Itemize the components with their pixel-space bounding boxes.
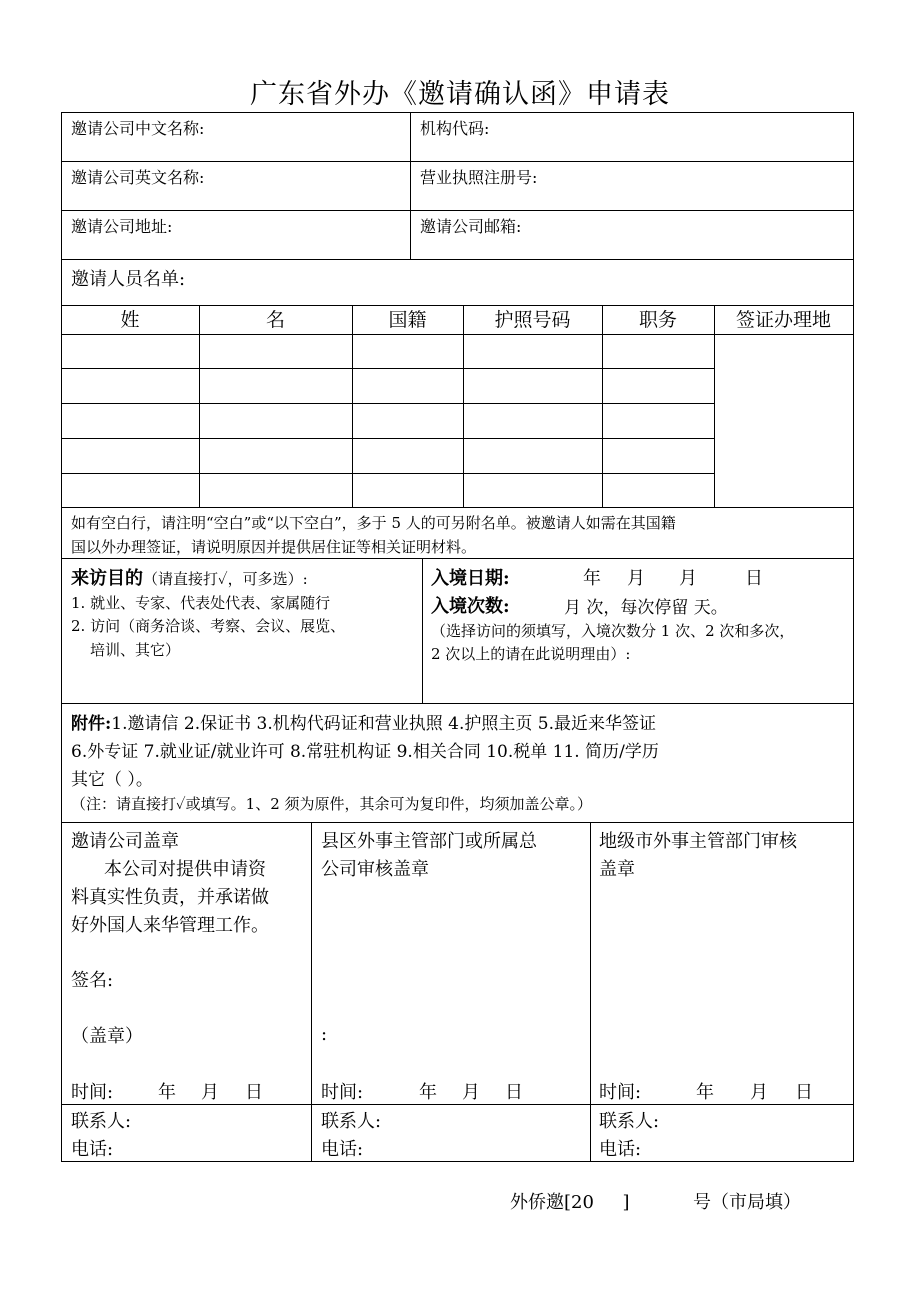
- city-phone-label: 电话:: [599, 1139, 642, 1160]
- signature-label: 签名:: [71, 970, 114, 991]
- entry-date-month2: 月: [679, 568, 697, 589]
- org-code-label: 机构代码:: [420, 119, 490, 138]
- company-phone-label: 电话:: [71, 1139, 114, 1160]
- business-license-label: 营业执照注册号:: [420, 168, 538, 187]
- city-approval-title-line1: 地级市外事主管部门审核: [599, 831, 797, 852]
- footer-ref-prefix: 外侨邀[20 ]: [510, 1192, 630, 1213]
- column-header-nationality: 国籍: [388, 309, 427, 331]
- entry-date-label: 入境日期:: [431, 568, 510, 589]
- footer-ref-suffix: 号（市局填）: [693, 1192, 801, 1213]
- purpose-option-1: 1. 就业、专家、代表处代表、家属随行: [71, 594, 331, 612]
- purpose-option-2-cont: 培训、其它）: [90, 641, 181, 659]
- column-header-surname: 姓: [120, 309, 140, 331]
- company-statement-line1: 本公司对提供申请资: [104, 859, 266, 880]
- entry-count-text: 月 次，每次停留 天。: [564, 598, 728, 618]
- city-time-month: 月: [750, 1082, 768, 1103]
- entry-note-line1: （选择访问的须填写，入境次数分 1 次、2 次和多次，: [431, 622, 795, 640]
- company-address-label: 邀请公司地址:: [71, 217, 173, 236]
- county-approval-title-line2: 公司审核盖章: [321, 859, 429, 880]
- page-title: 广东省外办《邀请确认函》申请表: [250, 79, 670, 110]
- company-seal-title: 邀请公司盖章: [71, 831, 179, 852]
- column-header-given-name: 名: [265, 309, 285, 331]
- county-time-year: 年: [419, 1082, 437, 1103]
- invitee-note-line1: 如有空白行，请注明“空白”或“以下空白”，多于 5 人的可另附名单。被邀请人如需在其国籍: [71, 514, 676, 532]
- attachments-line2: 6.外专证 7.就业证/就业许可 8.常驻机构证 9.相关合同 10.税单 11. 简历/学历: [71, 742, 659, 762]
- company-email-label: 邀请公司邮箱:: [420, 217, 522, 236]
- column-header-visa-place: 签证办理地: [735, 309, 831, 331]
- entry-date-day: 日: [745, 568, 763, 589]
- city-time-year: 年: [696, 1082, 714, 1103]
- city-approval-title-line2: 盖章: [599, 859, 635, 880]
- invitee-note-line2: 国以外办理签证，请说明原因并提供居住证等相关证明材料。: [71, 538, 477, 556]
- county-phone-label: 电话:: [321, 1139, 364, 1160]
- company-contact-label: 联系人:: [71, 1111, 132, 1132]
- county-time-label: 时间:: [321, 1082, 364, 1103]
- column-header-position: 职务: [638, 309, 677, 331]
- county-approval-colon: :: [321, 1024, 328, 1045]
- company-en-name-label: 邀请公司英文名称:: [71, 168, 205, 187]
- entry-note-line2: 2 次以上的请在此说明理由）:: [431, 645, 631, 663]
- entry-date-year: 年: [583, 568, 601, 589]
- attachments-line1: [71, 709, 656, 734]
- city-contact-label: 联系人:: [599, 1111, 660, 1132]
- company-time-year: 年: [158, 1082, 176, 1103]
- city-time-day: 日: [795, 1082, 813, 1103]
- county-time-day: 日: [505, 1082, 523, 1103]
- visit-purpose: [71, 564, 308, 590]
- attachments-note: （注：请直接打✓或填写。1、2 须为原件，其余可为复印件，均须加盖公章。）: [71, 795, 593, 813]
- attachments-line3: 其它（ ）。: [71, 770, 153, 790]
- entry-date-month1: 月: [627, 568, 645, 589]
- company-time-label: 时间:: [71, 1082, 114, 1103]
- county-approval-title-line1: 县区外事主管部门或所属总: [321, 831, 537, 852]
- visit-purpose-label: 来访目的: [71, 568, 143, 589]
- company-statement-line2: 料真实性负责，并承诺做: [71, 887, 269, 908]
- county-time-month: 月: [462, 1082, 480, 1103]
- attachments-items-1: 1.邀请信 2.保证书 3.机构代码证和营业执照 4.护照主页 5.最近来华签证: [111, 714, 656, 734]
- county-contact-label: 联系人:: [321, 1111, 382, 1132]
- company-time-day: 日: [245, 1082, 263, 1103]
- invitee-list-label: 邀请人员名单:: [71, 269, 186, 290]
- company-statement-line3: 好外国人来华管理工作。: [71, 915, 269, 936]
- visit-purpose-hint: （请直接打✓，可多选）:: [143, 570, 308, 588]
- company-cn-name-label: 邀请公司中文名称:: [71, 119, 205, 138]
- city-time-label: 时间:: [599, 1082, 642, 1103]
- purpose-option-2: 2. 访问（商务洽谈、考察、会议、展览、: [71, 617, 346, 635]
- column-header-passport: 护照号码: [494, 309, 571, 331]
- seal-label: （盖章）: [71, 1026, 143, 1047]
- attachments-label: 附件:: [71, 714, 112, 734]
- entry-count-label: 入境次数:: [431, 596, 510, 617]
- company-time-month: 月: [201, 1082, 219, 1103]
